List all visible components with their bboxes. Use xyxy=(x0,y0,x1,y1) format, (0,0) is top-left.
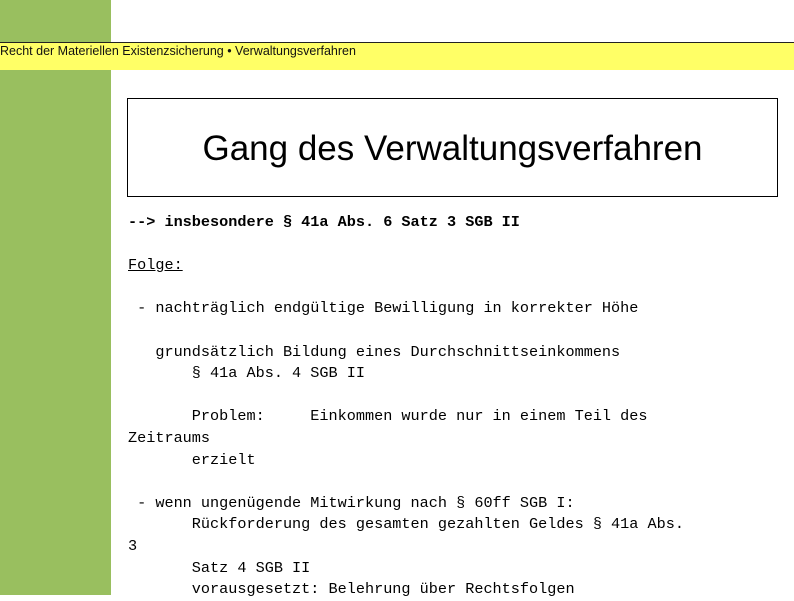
title-box xyxy=(127,98,778,197)
slide-body xyxy=(128,212,790,601)
body-line: - wenn ungenügende Mitwirkung nach § 60ff SGB I: xyxy=(128,493,575,512)
sidebar-stripe xyxy=(0,0,111,595)
breadcrumb: Recht der Materiellen Existenzsicherung • Verwaltungsverfahren xyxy=(0,44,356,58)
body-line: grundsätzlich Bildung eines Durchschnittseinkommens xyxy=(128,342,621,361)
body-line: Rückforderung des gesamten gezahlten Geldes § 41a Abs. xyxy=(128,515,684,534)
body-line: § 41a Abs. 4 SGB II xyxy=(128,364,365,383)
page-title: Gang des Verwaltungsverfahren xyxy=(202,128,703,168)
body-line: vorausgesetzt: Belehrung über Rechtsfolgen xyxy=(128,580,575,599)
body-line: Folge: xyxy=(128,256,183,275)
body-line: erzielt xyxy=(128,450,256,469)
body-line: Satz 4 SGB II xyxy=(128,558,311,577)
body-line: --> insbesondere § 41a Abs. 6 Satz 3 SGB II xyxy=(128,213,520,231)
body-line: Problem: Einkommen wurde nur in einem Teil des xyxy=(128,407,648,426)
body-line: - nachträglich endgültige Bewilligung in korrekter Höhe xyxy=(128,299,639,318)
body-line: Zeitraums xyxy=(128,428,211,447)
body-line: 3 xyxy=(128,536,138,555)
